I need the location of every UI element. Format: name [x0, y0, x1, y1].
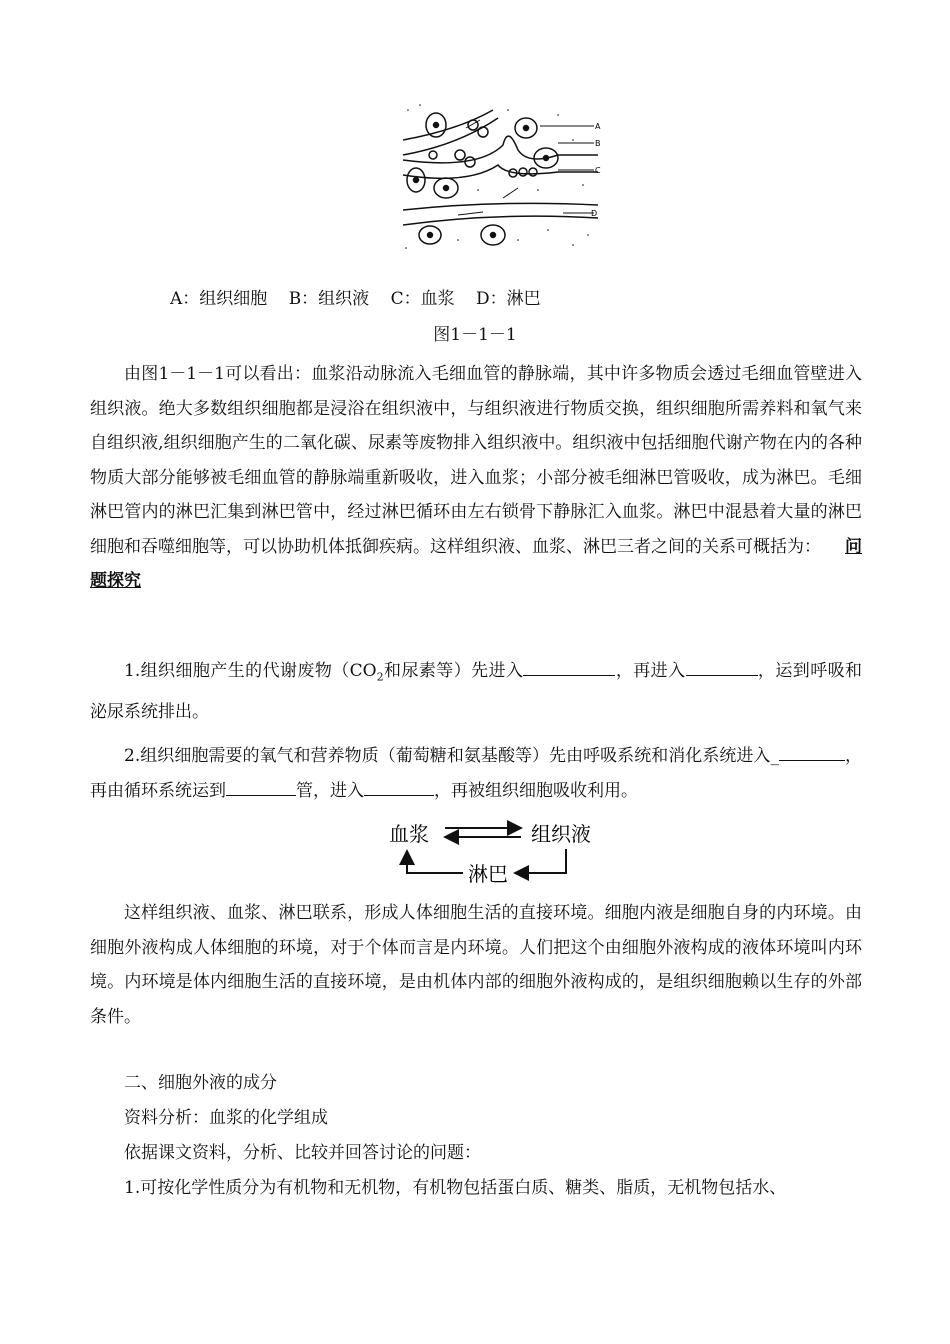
- flow-tissue-fluid: 组织液: [531, 822, 591, 846]
- q1-subscript: 2: [376, 670, 384, 684]
- q2-blank-2[interactable]: [226, 777, 296, 796]
- flow-plasma: 血浆: [389, 822, 429, 846]
- figure-legend: [170, 284, 557, 309]
- figure-label-b: B: [595, 139, 601, 148]
- q2-text-b: ，再由循环系统运到: [90, 746, 863, 801]
- q2-blank-1[interactable]: [779, 742, 845, 761]
- paragraph-1-text: 由图1－1－1可以看出：血浆沿动脉流入毛细血管的静脉端，其中许多物质会透过毛细血管壁进入组织液。绝大多数组织细胞都是浸浴在组织液中，与组织液进行物质交换，组织细胞所需养料和氧气来自组织液,组织细胞产生的二氧化碳、尿素等废物排入组织液中。组织液中包括细胞代谢产物在内的各种物质大部分能够被毛细血管的静脉端重新吸收，进入血浆；小部分被毛细淋巴管吸收，成为淋巴。毛细淋巴管内的淋巴汇集到淋巴管中，经过淋巴循环由左右锁骨下静脉汇入血浆。淋巴中混悬着大量的淋巴细胞和吞噬细胞等，可以协助机体抵御疾病。这样组织液、血浆、淋巴三者之间的关系可概括为：: [90, 364, 862, 557]
- q2-blank-3[interactable]: [364, 777, 434, 796]
- question-1: [90, 654, 862, 729]
- section-heading: 问题探究: [90, 536, 862, 591]
- legend-c: C：血浆: [390, 289, 455, 309]
- q1-text-c: ，再进入: [615, 661, 686, 681]
- q2-text-c: 管，进入: [296, 780, 364, 801]
- flow-lymph: 淋巴: [468, 862, 508, 886]
- figure-label-c: C: [595, 166, 601, 175]
- question-2: [90, 739, 862, 808]
- figure-title: 图1－1－1: [433, 325, 517, 345]
- paragraph-internal-environment: 这样组织液、血浆、淋巴联系，形成人体细胞生活的直接环境。细胞内液是细胞自身的内环境。由细胞外液构成人体细胞的环境，对于个体而言是内环境。人们把这个由细胞外液构成的液体环境叫内环境。内环境是体内细胞生活的直接环境，是由机体内部的细胞外液构成的，是组织细胞赖以生存的外部条件。: [90, 903, 862, 1027]
- fluid-flow-diagram: [383, 815, 608, 890]
- data-analysis-line: 资料分析：血浆的化学组成: [124, 1108, 328, 1128]
- q2-text-a: 2.组织细胞需要的氧气和营养物质（葡萄糖和氨基酸等）先由呼吸系统和消化系统进入_: [124, 746, 779, 766]
- figure-label-d: D: [591, 209, 598, 218]
- legend-b: B：组织液: [288, 289, 370, 309]
- figure-label-a: A: [595, 122, 601, 131]
- q1-blank-2[interactable]: [686, 657, 758, 676]
- section-2-heading: 二、细胞外液的成分: [124, 1073, 277, 1093]
- instruction-line: 依据课文资料，分析、比较并回答讨论的问题：: [124, 1143, 481, 1163]
- paragraph-circulation: [90, 357, 862, 599]
- q1-text-d: ，运到呼吸和泌尿系统排出。: [90, 661, 863, 722]
- legend-d: D：淋巴: [476, 289, 541, 309]
- q1-text-a: 1.组织细胞产生的代谢废物（CO: [124, 661, 377, 681]
- tissue-diagram: [398, 100, 600, 255]
- q1-blank-1[interactable]: [523, 657, 615, 676]
- q2-text-d: ，再被组织细胞吸收利用。: [434, 780, 638, 801]
- legend-a: A：组织细胞: [170, 289, 268, 309]
- q1-text-b: 和尿素等）先进入: [383, 661, 524, 681]
- answer-1-line: 1.可按化学性质分为有机物和无机物，有机物包括蛋白质、糖类、脂质，无机物包括水、: [124, 1178, 787, 1198]
